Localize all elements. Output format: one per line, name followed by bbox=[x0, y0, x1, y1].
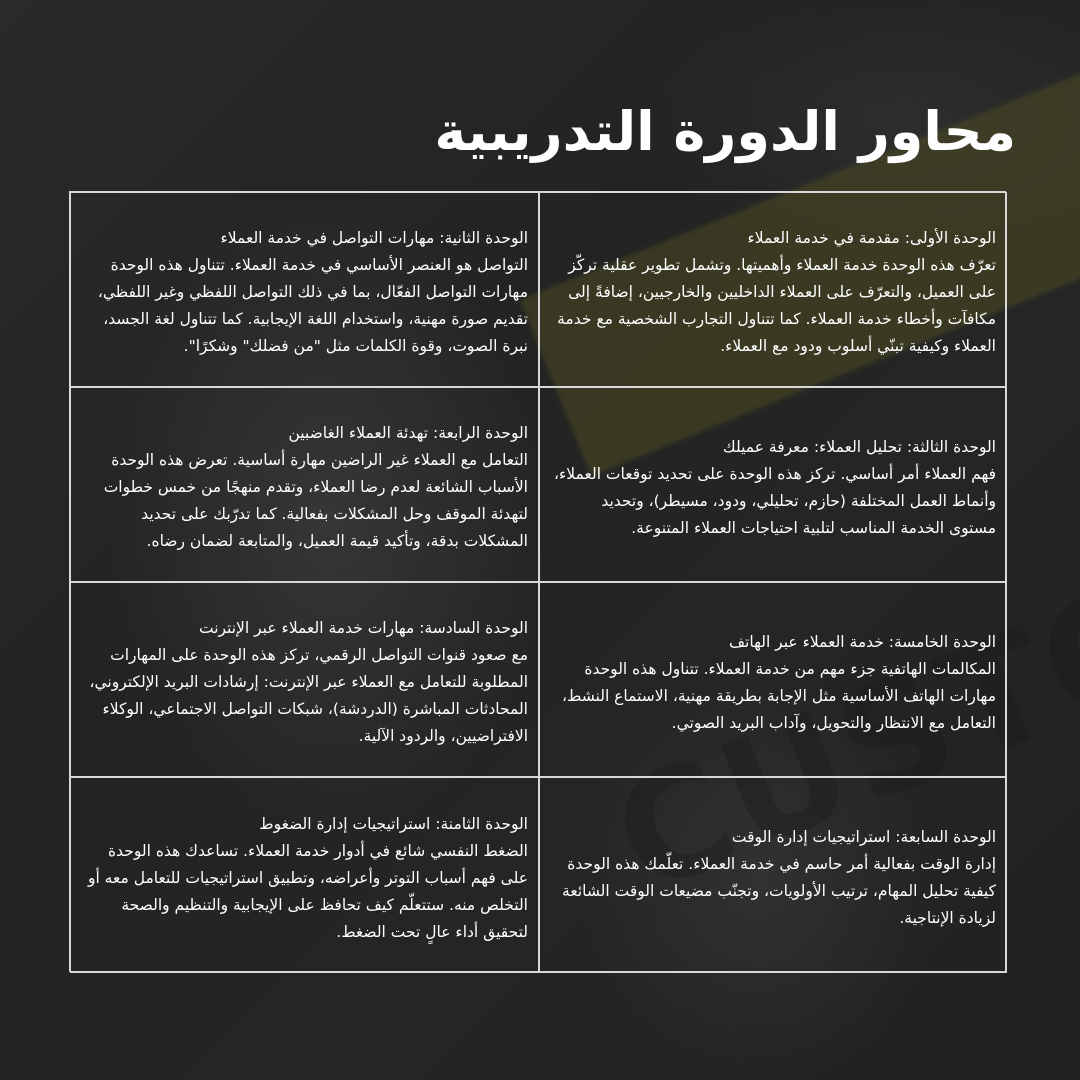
unit-body: تعرّف هذه الوحدة خدمة العملاء وأهميتها. وتشمل تطوير عقلية تركّز على العميل، والتعرّف على العملاء الداخليين والخارجيين، إضافةً إلى مكافآت وأخطاء خدمة العملاء. كما تتناول التجارب الشخصية مع خدمة العملاء وكيفية تبنّي أسلوب ودود مع العملاء. bbox=[557, 256, 996, 355]
unit-cell-6 bbox=[70, 582, 539, 777]
page-title: محاور الدورة التدريبية bbox=[434, 100, 1016, 163]
unit-cell-7 bbox=[539, 777, 1007, 973]
unit-cell-2 bbox=[70, 192, 539, 387]
unit-title: الوحدة الثامنة: استراتيجيات إدارة الضغوط bbox=[259, 814, 528, 833]
unit-title: الوحدة الرابعة: تهدئة العملاء الغاضبين bbox=[288, 424, 528, 442]
unit-title: الوحدة الخامسة: خدمة العملاء عبر الهاتف bbox=[729, 632, 996, 651]
unit-cell-3 bbox=[539, 387, 1007, 582]
unit-body: إدارة الوقت بفعالية أمر حاسم في خدمة العملاء. تعلّمك هذه الوحدة كيفية تحليل المهام، ترتيب الأولويات، وتجنّب مضيعات الوقت الشائعة لزيادة الإنتاجية. bbox=[562, 855, 996, 927]
unit-title: الوحدة السادسة: مهارات خدمة العملاء عبر الإنترنت bbox=[198, 619, 528, 637]
unit-cell-1 bbox=[539, 192, 1007, 387]
unit-body: الضغط النفسي شائع في أدوار خدمة العملاء. تساعدك هذه الوحدة على فهم أسباب التوتر وأعراضه، وتطبيق استراتيجيات للتعامل معه أو التخلص منه. ستتعلّم كيف تحافظ على الإيجابية والتنظيم والصحة لتحقيق أداء عالٍ تحت الضغط. bbox=[87, 841, 528, 941]
unit-title: الوحدة الثالثة: تحليل العملاء: معرفة عميلك bbox=[722, 437, 996, 456]
unit-body: المكالمات الهاتفية جزء مهم من خدمة العملاء. تتناول هذه الوحدة مهارات الهاتف الأساسية مثل الإجابة بطريقة مهنية، الاستماع النشط، التعامل مع الانتظار والتحويل، وآداب البريد الصوتي. bbox=[562, 659, 996, 732]
unit-body: التواصل هو العنصر الأساسي في خدمة العملاء. تتناول هذه الوحدة مهارات التواصل الفعّال، بما في ذلك التواصل اللفظي وغير اللفظي، تقديم صورة مهنية، واستخدام اللغة الإيجابية. كما تتناول لغة الجسد، نبرة الصوت، وقوة الكلمات مثل "من فضلك" وشكرًا". bbox=[97, 256, 528, 355]
unit-cell-5 bbox=[539, 582, 1007, 777]
unit-body: التعامل مع العملاء غير الراضين مهارة أساسية. تعرض هذه الوحدة الأسباب الشائعة لعدم رضا العملاء، وتقدم منهجًا من خمس خطوات لتهدئة الموقف وحل المشكلات بفعالية. كما تدرّبك على تحديد المشكلات بدقة، وتأكيد قيمة العميل، والمتابعة لضمان رضاه. bbox=[103, 451, 528, 550]
unit-body: فهم العملاء أمر أساسي. تركز هذه الوحدة على تحديد توقعات العملاء، وأنماط العمل المختلفة (حازم، تحليلي، ودود، مسيطر)، وتحديد مستوى الخدمة المناسب لتلبية احتياجات العملاء المتنوعة. bbox=[554, 464, 996, 537]
unit-body: مع صعود قنوات التواصل الرقمي، تركز هذه الوحدة على المهارات المطلوبة للتعامل مع العملاء عبر الإنترنت: إرشادات البريد الإلكتروني، المحادثات المباشرة (الدردشة)، شبكات التواصل الاجتماعي، الوكلاء الافتراضيين، والردود الآلية. bbox=[89, 646, 528, 745]
unit-title: الوحدة السابعة: استراتيجيات إدارة الوقت bbox=[731, 828, 996, 846]
units-table bbox=[69, 191, 1006, 972]
unit-title: الوحدة الأولى: مقدمة في خدمة العملاء bbox=[747, 229, 996, 247]
unit-cell-8 bbox=[70, 777, 539, 973]
unit-title: الوحدة الثانية: مهارات التواصل في خدمة العملاء bbox=[220, 229, 528, 247]
unit-cell-4 bbox=[70, 387, 539, 582]
